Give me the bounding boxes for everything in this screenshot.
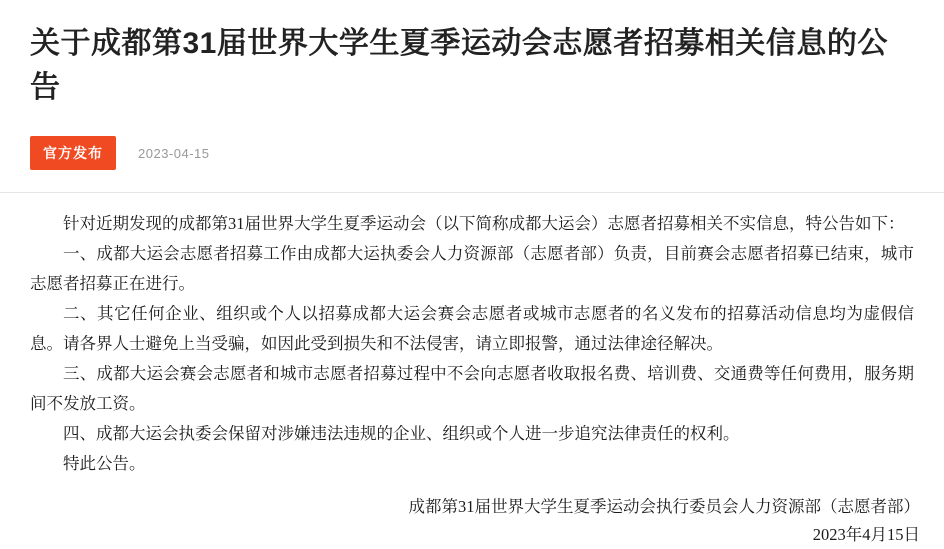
- publish-date: 2023-04-15: [138, 145, 210, 161]
- article-meta: [0, 110, 944, 170]
- signature-date: 2023年4月15日: [812, 525, 920, 544]
- body-paragraph: 针对近期发现的成都第31届世界大学生夏季运动会（以下简称成都大运会）志愿者招募相关不实信息，特公告如下：: [63, 214, 905, 233]
- body-paragraph: 二、其它任何企业、组织或个人以招募成都大运会赛会志愿者或城市志愿者的名义发布的招募活动信息均为虚假信息。请各界人士避免上当受骗，如因此受到损失和不法侵害，请立即报警，通过法律途径解决。: [30, 304, 914, 353]
- article-body: [0, 193, 944, 479]
- signature-organization: 成都第31届世界大学生夏季运动会执行委员会人力资源部（志愿者部）: [408, 497, 920, 516]
- page-title: 关于成都第31届世界大学生夏季运动会志愿者招募相关信息的公告: [30, 27, 888, 104]
- body-paragraph: 一、成都大运会志愿者招募工作由成都大运执委会人力资源部（志愿者部）负责，目前赛会志愿者招募已结束，城市志愿者招募正在进行。: [30, 244, 914, 293]
- signature-block: [0, 479, 944, 549]
- body-paragraph: 三、成都大运会赛会志愿者和城市志愿者招募过程中不会向志愿者收取报名费、培训费、交通费等任何费用，服务期间不发放工资。: [30, 364, 914, 413]
- body-paragraph: 四、成都大运会执委会保留对涉嫌违法违规的企业、组织或个人进一步追究法律责任的权利。: [63, 424, 740, 443]
- status-badge: 官方发布: [30, 136, 116, 170]
- body-paragraph: 特此公告。: [63, 454, 146, 473]
